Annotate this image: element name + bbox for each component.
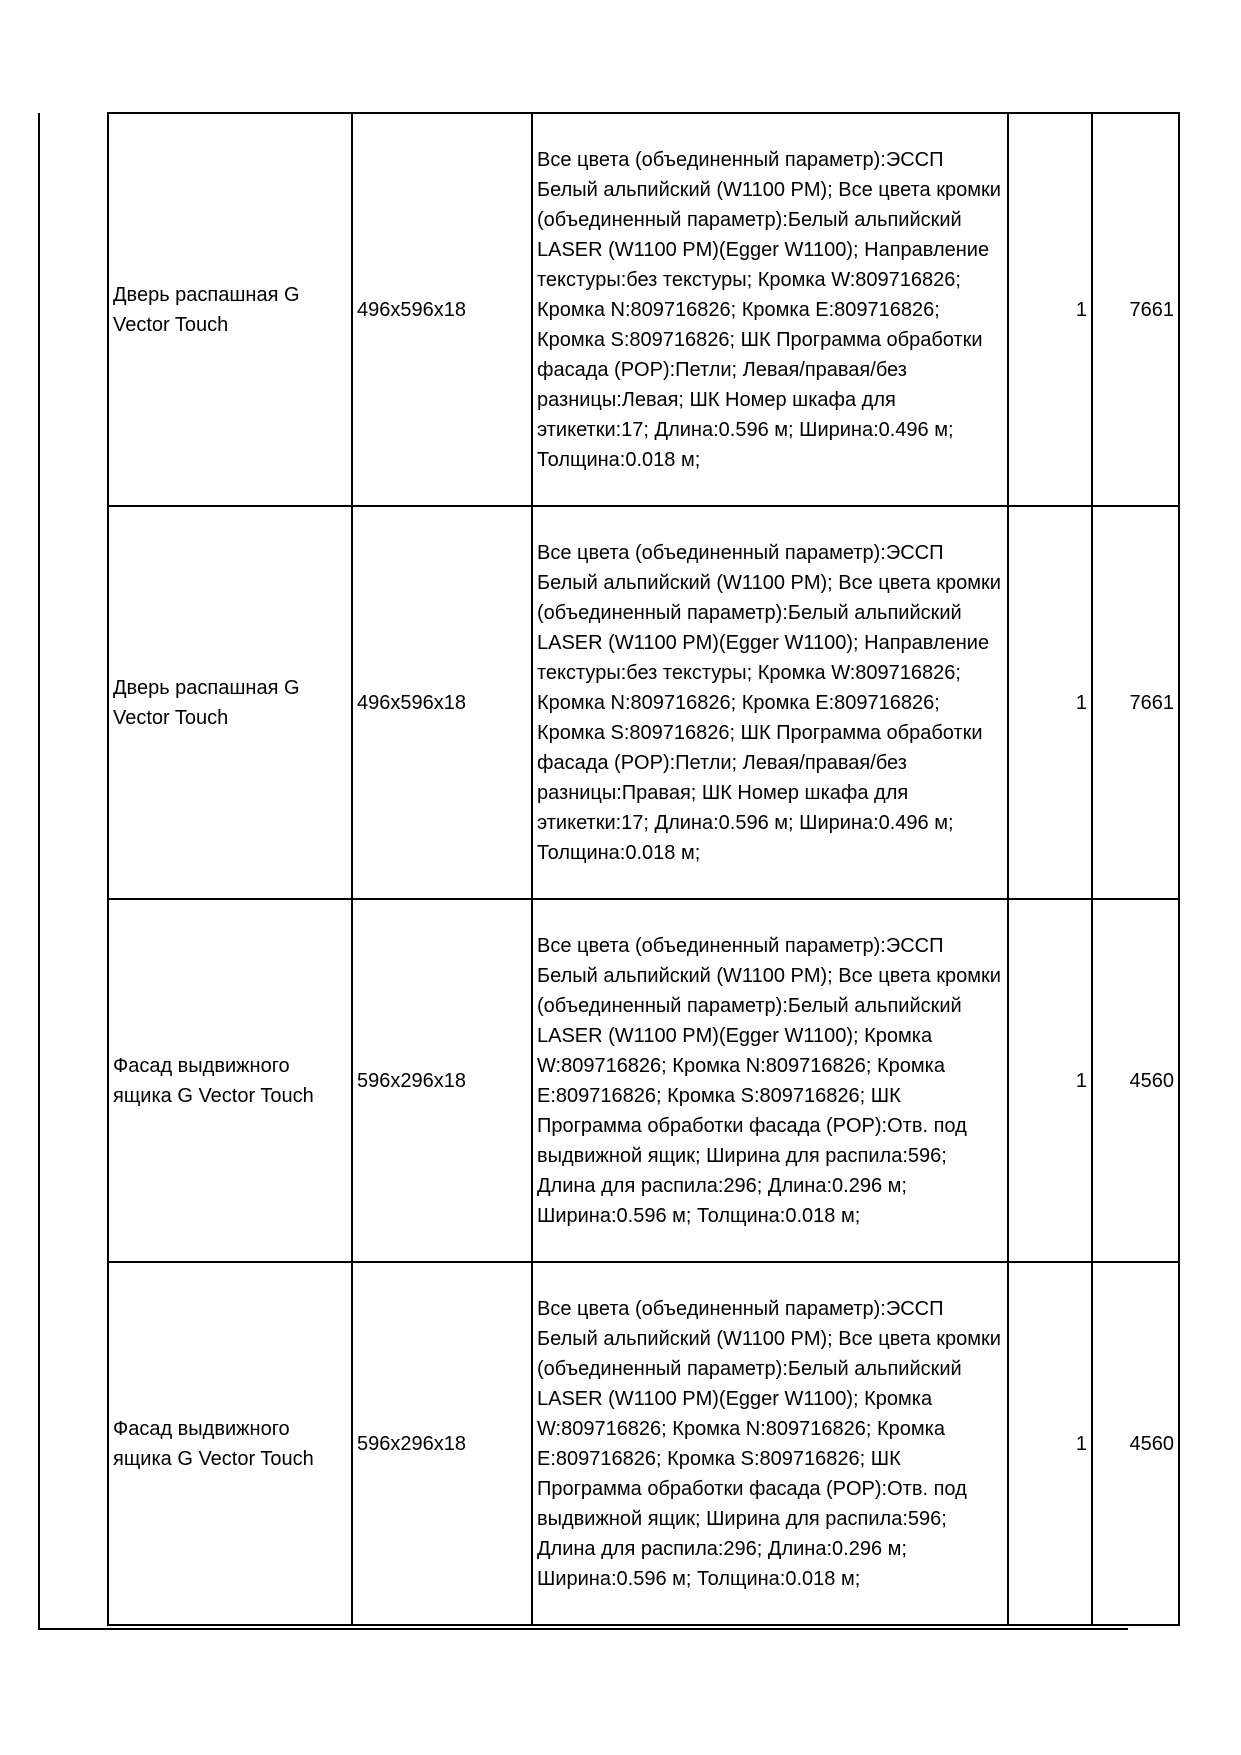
table-row (108, 506, 1179, 899)
item-price: 4560 (1092, 1262, 1179, 1625)
item-description: Все цвета (объединенный параметр):ЭССП Белый альпийский (W1100 PM); Все цвета кромки (объединенный параметр):Белый альпийский LASER (W1100 PM)(Egger W1100); Кромка W:809716826; Кромка N:809716826; Кромка E:809716826; Кромка S:809716826; ШК Программа обработки фасада (POP):Отв. под выдвижной ящик; Ширина для распила:596; Длина для распила:296; Длина:0.296 м; Ширина:0.596 м; Толщина:0.018 м; (532, 899, 1008, 1262)
table-row (108, 1262, 1179, 1625)
item-quantity: 1 (1008, 506, 1092, 899)
outer-frame-bottom-border (38, 1628, 1128, 1630)
item-size: 596x296x18 (352, 899, 532, 1262)
item-description: Все цвета (объединенный параметр):ЭССП Белый альпийский (W1100 PM); Все цвета кромки (объединенный параметр):Белый альпийский LASER (W1100 PM)(Egger W1100); Кромка W:809716826; Кромка N:809716826; Кромка E:809716826; Кромка S:809716826; ШК Программа обработки фасада (POP):Отв. под выдвижной ящик; Ширина для распила:596; Длина для распила:296; Длина:0.296 м; Ширина:0.596 м; Толщина:0.018 м; (532, 1262, 1008, 1625)
item-price: 7661 (1092, 506, 1179, 899)
item-quantity: 1 (1008, 113, 1092, 506)
item-description: Все цвета (объединенный параметр):ЭССП Белый альпийский (W1100 PM); Все цвета кромки (объединенный параметр):Белый альпийский LASER (W1100 PM)(Egger W1100); Направление текстуры:без текстуры; Кромка W:809716826; Кромка N:809716826; Кромка E:809716826; Кромка S:809716826; ШК Программа обработки фасада (POP):Петли; Левая/правая/без разницы:Правая; ШК Номер шкафа для этикетки:17; Длина:0.596 м; Ширина:0.496 м; Толщина:0.018 м; (532, 506, 1008, 899)
table-row (108, 113, 1179, 506)
outer-frame-left-border (38, 113, 40, 1630)
item-size: 496x596x18 (352, 506, 532, 899)
item-size: 496x596x18 (352, 113, 532, 506)
table-row (108, 899, 1179, 1262)
item-price: 4560 (1092, 899, 1179, 1262)
item-description: Все цвета (объединенный параметр):ЭССП Белый альпийский (W1100 PM); Все цвета кромки (объединенный параметр):Белый альпийский LASER (W1100 PM)(Egger W1100); Направление текстуры:без текстуры; Кромка W:809716826; Кромка N:809716826; Кромка E:809716826; Кромка S:809716826; ШК Программа обработки фасада (POP):Петли; Левая/правая/без разницы:Левая; ШК Номер шкафа для этикетки:17; Длина:0.596 м; Ширина:0.496 м; Толщина:0.018 м; (532, 113, 1008, 506)
item-name: Фасад выдвижного ящика G Vector Touch (108, 1262, 352, 1625)
item-name: Дверь распашная G Vector Touch (108, 506, 352, 899)
item-price: 7661 (1092, 113, 1179, 506)
specification-table (107, 112, 1180, 1626)
item-size: 596x296x18 (352, 1262, 532, 1625)
item-name: Фасад выдвижного ящика G Vector Touch (108, 899, 352, 1262)
item-name: Дверь распашная G Vector Touch (108, 113, 352, 506)
item-quantity: 1 (1008, 1262, 1092, 1625)
item-quantity: 1 (1008, 899, 1092, 1262)
